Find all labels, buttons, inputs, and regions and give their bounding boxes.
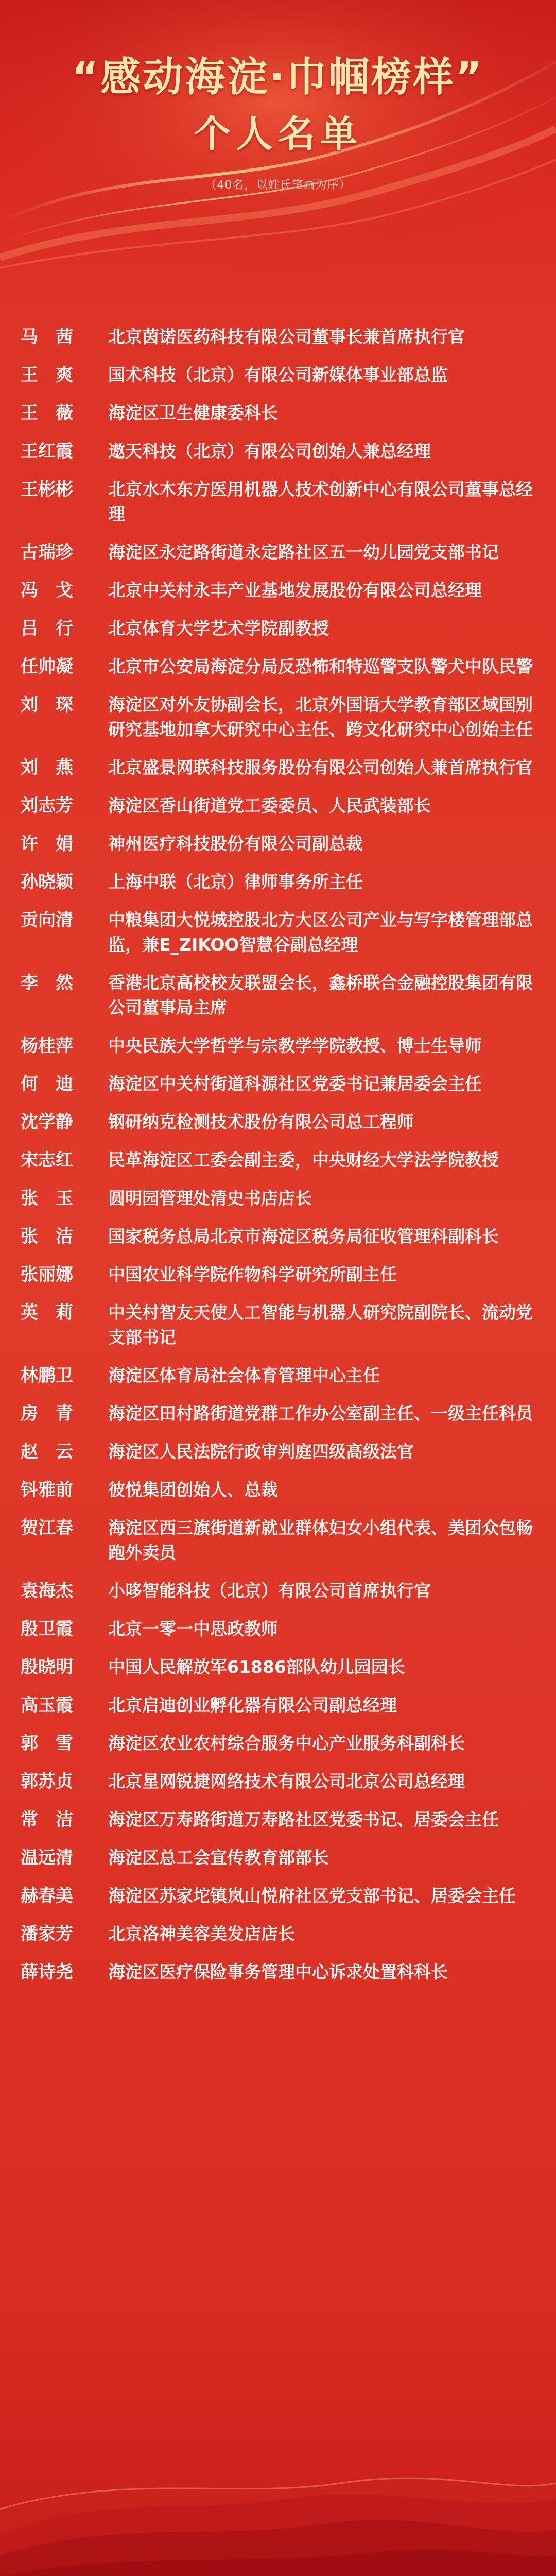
person-title: 遨天科技（北京）有限公司创始人兼总经理 [108,441,431,461]
list-item [21,401,541,426]
list-item [21,1363,541,1388]
person-name: 林鹏卫 [21,1365,73,1386]
person-title: 北京体育大学艺术学院副教授 [108,618,329,638]
list-item [21,578,541,603]
person-name: 王彬彬 [21,479,73,500]
person-title: 北京中关村永丰产业基地发展股份有限公司总经理 [108,580,482,600]
person-name: 宋志红 [21,1150,73,1171]
person-title: 钢研纳克检测技术股份有限公司总工程师 [108,1112,414,1132]
person-title: 海淀区农业农村综合服务中心产业服务科副科长 [108,1733,465,1753]
list-item [21,1224,541,1249]
list-item [21,1617,541,1641]
person-name: 许 娟 [21,834,73,854]
person-name: 李 然 [21,973,73,993]
page-title: “感动海淀·巾帼榜样” [72,54,484,100]
list-item [21,1148,541,1173]
person-name: 高玉霞 [21,1695,73,1716]
list-item [21,1401,541,1426]
person-title: 海淀区中关村街道科源社区党委书记兼居委会主任 [108,1074,482,1094]
list-item [21,477,541,527]
list-item [21,1769,541,1794]
list-item [21,1439,541,1464]
list-item [21,692,541,742]
person-title: 上海中联（北京）律师事务所主任 [108,872,363,892]
person-title: 海淀区人民法院行政审判庭四级高级法官 [108,1442,414,1462]
person-name: 刘 琛 [21,694,73,715]
person-name: 殷晓明 [21,1657,73,1677]
list-item [21,1731,541,1756]
person-name: 刘 燕 [21,757,73,778]
person-title: 国术科技（北京）有限公司新媒体事业部总监 [108,365,448,385]
person-title: 海淀区万寿路街道万寿路社区党委书记、居委会主任 [108,1809,499,1829]
person-title: 海淀区总工会宣传教育部部长 [108,1848,329,1868]
list-item [21,832,541,856]
person-name: 郭苏贞 [21,1771,73,1792]
list-item [21,540,541,565]
person-title: 北京一零一中思政教师 [108,1619,278,1639]
list-item [21,1072,541,1096]
person-name: 贺江春 [21,1518,73,1538]
person-name: 贡向清 [21,910,73,930]
list-item [21,439,541,464]
list-item [21,1884,541,1908]
person-title: 香港北京高校校友联盟会长，鑫桥联合金融控股集团有限公司董事局主席 [108,973,533,1018]
person-title: 彼悦集团创始人、总裁 [108,1480,278,1500]
list-item [21,971,541,1020]
person-title: 海淀区体育局社会体育管理中心主任 [108,1365,380,1385]
people-list [21,325,541,1998]
list-item [21,1960,541,1985]
list-item [21,1186,541,1211]
person-name: 常 洁 [21,1809,73,1830]
person-title: 海淀区香山街道党工委委员、人民武装部长 [108,795,431,816]
list-item [21,1922,541,1946]
person-title: 北京盛景网联科技服务股份有限公司创始人兼首席执行官 [108,757,533,777]
list-item [21,1845,541,1870]
person-title: 中粮集团大悦城控股北方大区公司产业与写字楼管理部总监，兼E_ZIKOO智慧谷副总经理 [108,910,533,955]
person-name: 古瑞珍 [21,542,73,563]
list-item [21,1516,541,1565]
list-item [21,1110,541,1134]
person-title: 北京茵诺医药科技有限公司董事长兼首席执行官 [108,327,465,347]
person-name: 张丽娜 [21,1264,73,1285]
list-item [21,1807,541,1832]
list-item [21,870,541,894]
list-item [21,1300,541,1350]
person-title: 小哆智能科技（北京）有限公司首席执行官 [108,1581,431,1601]
person-name: 袁海杰 [21,1581,73,1601]
person-title: 中国农业科学院作物科学研究所副主任 [108,1264,397,1284]
person-title: 海淀区对外友协副会长，北京外国语大学教育部区域国别研究基地加拿大研究中心主任、跨文化研究中心创始主任 [108,694,533,739]
person-name: 马 茜 [21,327,73,347]
person-name: 张 玉 [21,1188,73,1209]
page-subtitle: 个人名单 [193,112,362,156]
person-title: 民革海淀区工委会副主委，中央财经大学法学院教授 [108,1150,499,1170]
person-title: 国家税务总局北京市海淀区税务局征收管理科副科长 [108,1226,499,1246]
list-item [21,363,541,387]
person-title: 海淀区医疗保险事务管理中心诉求处置科科长 [108,1962,448,1982]
person-name: 杨桂萍 [21,1036,73,1056]
person-name: 吕 行 [21,618,73,639]
person-name: 温远清 [21,1848,73,1868]
person-name: 赫春美 [21,1886,73,1906]
list-item [21,793,541,818]
person-title: 中国人民解放军61886部队幼儿园园长 [108,1657,405,1677]
list-item [21,1655,541,1680]
person-name: 英 莉 [21,1302,73,1323]
list-item [21,1693,541,1718]
list-item [21,616,541,641]
person-title: 北京星网锐捷网络技术有限公司北京公司总经理 [108,1771,465,1791]
person-title: 海淀区西三旗街道新就业群体妇女小组代表、美团众包畅跑外卖员 [108,1518,533,1563]
list-item [21,654,541,679]
person-name: 任帅凝 [21,656,73,677]
header [0,52,556,192]
list-item [21,1262,541,1287]
person-name: 沈学静 [21,1112,73,1132]
person-name: 赵 云 [21,1442,73,1462]
person-title: 北京启迪创业孵化器有限公司副总经理 [108,1695,397,1715]
person-title: 海淀区田村路街道党群工作办公室副主任、一级主任科员 [108,1403,533,1423]
ordering-note: （40名，以姓氏笔画为序） [205,179,351,192]
list-item [21,755,541,780]
list-item [21,1579,541,1603]
person-title: 圆明园管理处清史书店店长 [108,1188,312,1208]
person-name: 王红霞 [21,441,73,462]
person-title: 海淀区苏家坨镇岚山悦府社区党支部书记、居委会主任 [108,1886,516,1906]
person-name: 冯 戈 [21,580,73,601]
list-item [21,1033,541,1058]
person-name: 潘家芳 [21,1924,73,1944]
person-title: 北京市公安局海淀分局反恐怖和特巡警支队警犬中队民警 [108,656,533,676]
person-title: 中关村智友天使人工智能与机器人研究院副院长、流动党支部书记 [108,1302,533,1347]
person-name: 何 迪 [21,1074,73,1094]
person-title: 海淀区卫生健康委科长 [108,403,278,423]
person-name: 刘志芳 [21,795,73,816]
person-name: 殷卫霞 [21,1619,73,1639]
person-name: 孙晓颖 [21,872,73,892]
person-name: 张 洁 [21,1226,73,1247]
footer-wave-decoration [0,2380,556,2576]
list-item [21,908,541,957]
person-name: 房 青 [21,1403,73,1424]
person-title: 海淀区永定路街道永定路社区五一幼儿园党支部书记 [108,542,499,562]
person-name: 薛诗尧 [21,1962,73,1982]
person-name: 王 薇 [21,403,73,423]
person-name: 郭 雪 [21,1733,73,1754]
person-name: 钭雅前 [21,1480,73,1500]
person-title: 神州医疗科技股份有限公司副总裁 [108,834,363,854]
person-name: 王 爽 [21,365,73,385]
person-title: 中央民族大学哲学与宗教学学院教授、博士生导师 [108,1036,482,1056]
list-item [21,325,541,349]
list-item [21,1478,541,1502]
person-title: 北京洛神美容美发店店长 [108,1924,295,1944]
person-title: 北京水木东方医用机器人技术创新中心有限公司董事总经理 [108,479,533,524]
